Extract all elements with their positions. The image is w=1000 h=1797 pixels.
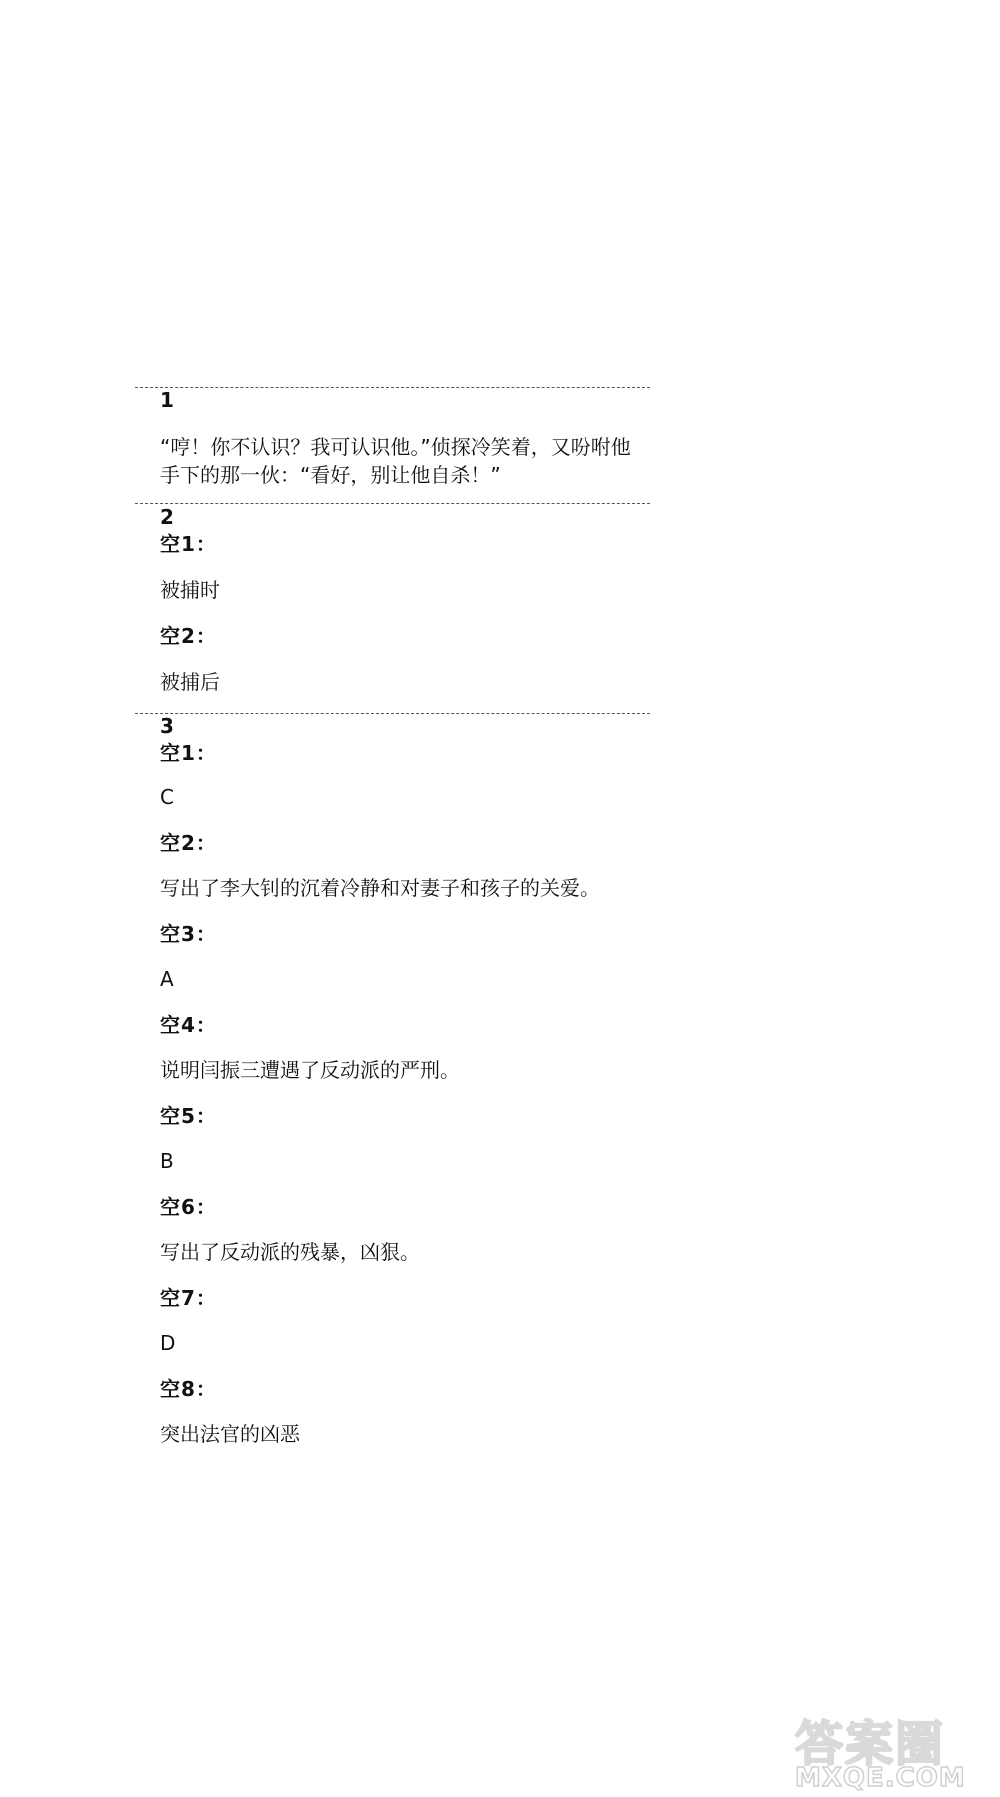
- question-number-1: 1: [160, 388, 174, 412]
- blank-answer: 突出法官的凶恶: [160, 1422, 300, 1446]
- watermark-logo: [795, 1705, 995, 1795]
- blank-answer: D: [160, 1331, 176, 1355]
- question-1-answer-line-2: 手下的那一伙：“看好，别让他自杀！”: [160, 463, 501, 487]
- blank-label: 空2：: [160, 624, 217, 648]
- blank-label: 空7：: [160, 1286, 217, 1310]
- blank-answer: A: [160, 967, 174, 991]
- question-number-3: 3: [160, 714, 174, 738]
- blank-answer: 被捕后: [160, 670, 220, 694]
- blank-answer: 写出了反动派的残暴，凶狠。: [160, 1240, 420, 1264]
- blank-answer: C: [160, 785, 174, 809]
- watermark-url: MXQE.COM: [795, 1763, 966, 1793]
- blank-label: 空4：: [160, 1013, 217, 1037]
- blank-label: 空2：: [160, 831, 217, 855]
- section-divider-1: [135, 387, 650, 388]
- section-divider-3: [135, 713, 650, 714]
- watermark-title: 答案圈: [795, 1716, 946, 1772]
- blank-answer: 被捕时: [160, 578, 220, 602]
- blank-label: 空6：: [160, 1195, 217, 1219]
- question-1-answer-line-1: “哼！你不认识？我可认识他。”侦探冷笑着，又吩咐他: [160, 435, 631, 459]
- blank-label: 空5：: [160, 1104, 217, 1128]
- section-divider-2: [135, 503, 650, 504]
- blank-answer: 说明闫振三遭遇了反动派的严刑。: [160, 1058, 460, 1082]
- blank-label: 空1：: [160, 532, 217, 556]
- blank-label: 空1：: [160, 741, 217, 765]
- blank-answer: B: [160, 1149, 174, 1173]
- blank-label: 空8：: [160, 1377, 217, 1401]
- question-number-2: 2: [160, 505, 174, 529]
- blank-answer: 写出了李大钊的沉着冷静和对妻子和孩子的关爱。: [160, 876, 600, 900]
- blank-label: 空3：: [160, 922, 217, 946]
